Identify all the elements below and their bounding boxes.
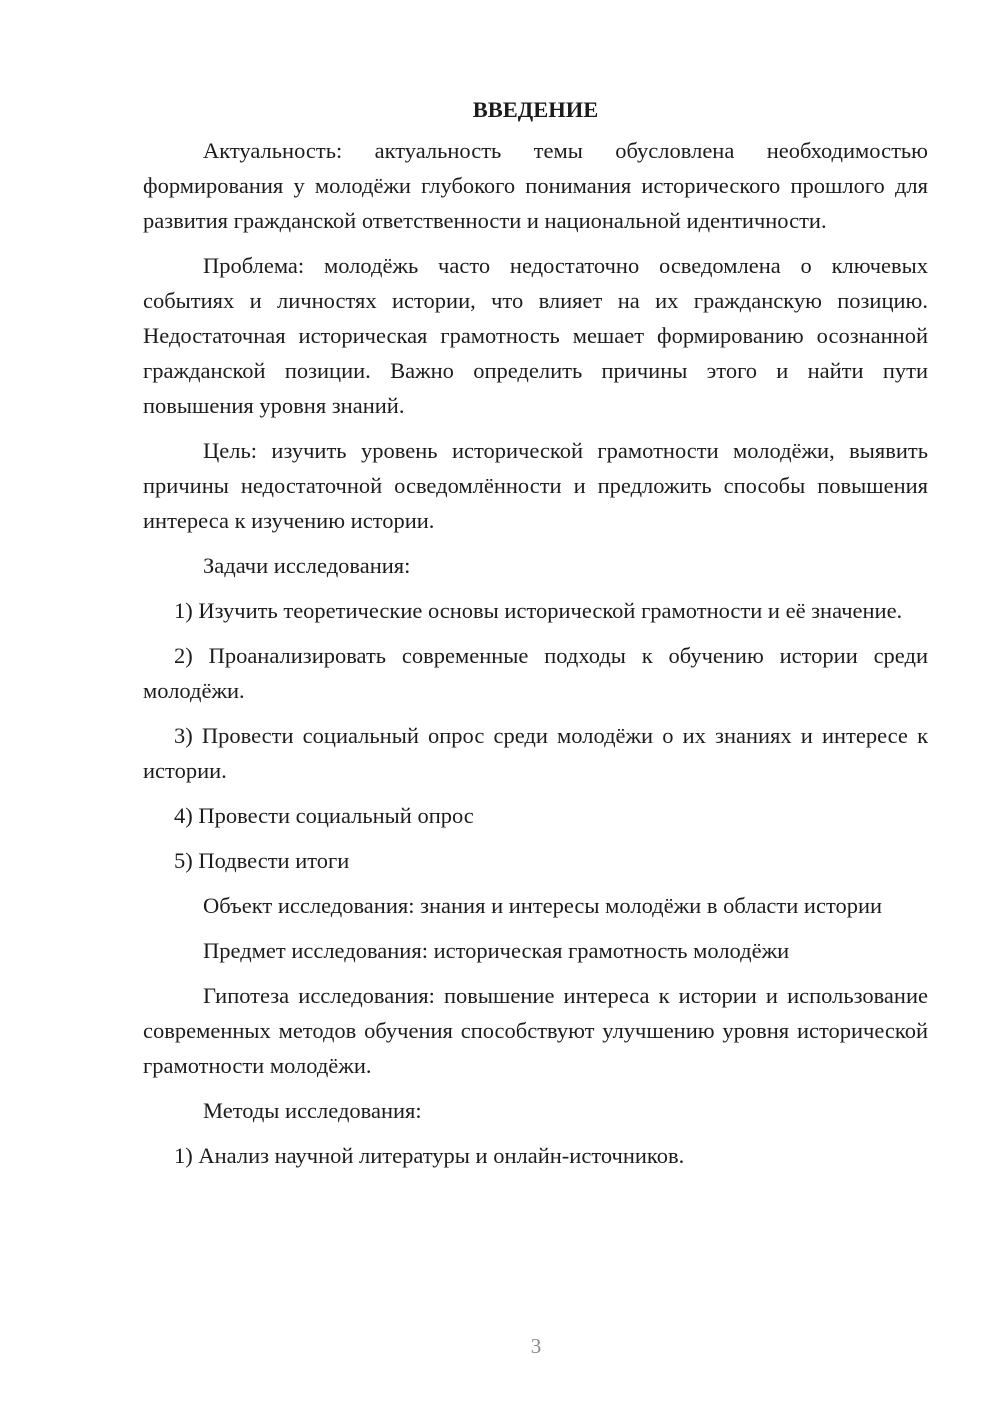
paragraph-relevance: Актуальность: актуальность темы обусловлена необходимостью формирования у молодёжи глубокого понимания исторического прошлого для развития гражданской ответственности и национальной идентичности. <box>143 138 928 233</box>
paragraph-hypothesis: Гипотеза исследования: повышение интереса к истории и использование современных методов обучения способствуют улучшению уровня исторической грамотности молодёжи. <box>143 983 928 1078</box>
task-item-1: 1) Изучить теоретические основы исторической грамотности и её значение. <box>174 598 903 623</box>
task-item-5: 5) Подвести итоги <box>174 848 350 873</box>
paragraph-object: Объект исследования: знания и интересы молодёжи в области истории <box>203 893 883 918</box>
paragraph-problem: Проблема: молодёжь часто недостаточно осведомлена о ключевых событиях и личностях истории, что влияет на их гражданскую позицию. Недостаточная историческая грамотность мешает формированию осознанной гражданской позиции. Важно определить причины этого и найти пути повышения уровня знаний. <box>143 253 928 418</box>
tasks-heading: Задачи исследования: <box>203 553 411 578</box>
task-item-3: 3) Провести социальный опрос среди молодёжи о их знаниях и интересе к истории. <box>143 723 928 783</box>
paragraph-subject: Предмет исследования: историческая грамотность молодёжи <box>203 938 790 963</box>
paragraph-goal: Цель: изучить уровень исторической грамотности молодёжи, выявить причины недостаточной осведомлённости и предложить способы повышения интереса к изучению истории. <box>143 438 928 533</box>
task-item-4: 4) Провести социальный опрос <box>174 803 474 828</box>
page-number: 3 <box>530 1334 542 1358</box>
methods-heading: Методы исследования: <box>203 1098 422 1123</box>
page-content <box>143 92 928 1173</box>
task-item-2: 2) Проанализировать современные подходы к обучению истории среди молодёжи. <box>143 643 928 703</box>
method-item-1: 1) Анализ научной литературы и онлайн-источников. <box>174 1143 685 1168</box>
section-title: ВВЕДЕНИЕ <box>472 97 599 122</box>
